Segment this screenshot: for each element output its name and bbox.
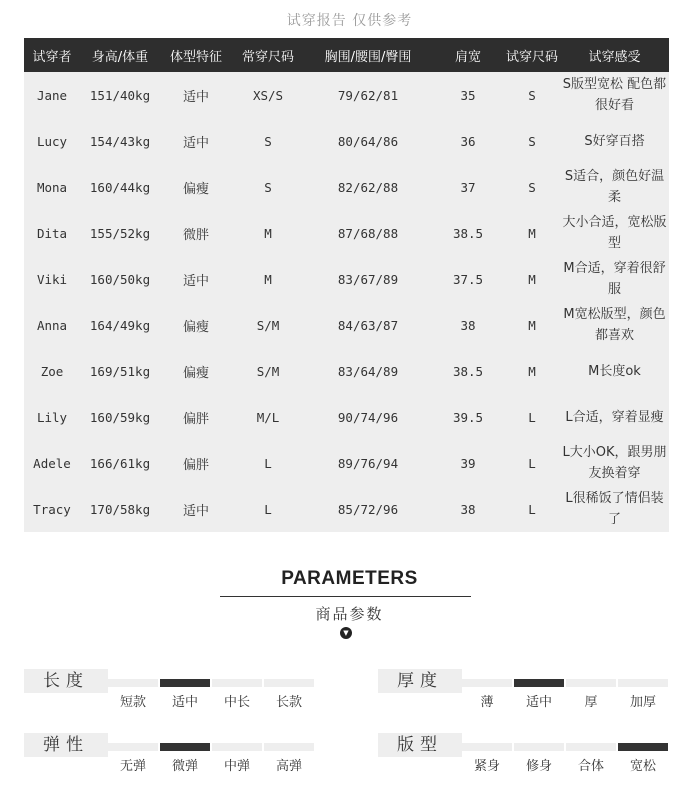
param-option: 微弹 [171, 759, 198, 774]
table-cell: 82/62/88 [337, 179, 399, 195]
param-bar-selected [160, 743, 210, 751]
table-cell: 80/64/86 [337, 133, 399, 149]
param-bar-selected [514, 679, 564, 687]
param-option: 厚 [584, 695, 598, 710]
param-bar [618, 679, 668, 687]
table-cell: S [264, 133, 272, 149]
param-label: 版型 [378, 733, 462, 757]
table-cell: Anna [36, 317, 68, 333]
param-bar [514, 743, 564, 751]
table-cell: Lily [36, 409, 68, 425]
table-cell: 155/52kg [89, 225, 151, 241]
table-cell: 偏瘦 [182, 365, 209, 381]
table-cell: S好穿百搭 [584, 133, 645, 149]
table-cell: Adele [33, 455, 71, 471]
table-cell: 适中 [182, 503, 209, 519]
param-bar [108, 743, 158, 751]
table-cell: S [528, 179, 536, 195]
table-cell: M长度ok [588, 363, 641, 379]
table-row [24, 302, 669, 348]
table-cell: 偏胖 [182, 411, 209, 427]
table-cell: 169/51kg [89, 363, 151, 379]
param-bar [566, 679, 616, 687]
table-cell: Viki [36, 271, 68, 287]
header-cell: 胸围/腰围/臀围 [304, 38, 432, 72]
param-option: 无弹 [119, 759, 146, 774]
table-cell: 偏瘦 [182, 181, 209, 197]
table-cell: Jane [36, 87, 68, 103]
param-option: 短款 [119, 695, 146, 710]
down-arrow-icon: ▼ [340, 627, 352, 639]
param-label: 弹性 [24, 733, 108, 757]
table-row [24, 118, 669, 164]
table-cell: 160/44kg [89, 179, 151, 195]
param-option: 修身 [525, 759, 552, 774]
param-label: 长度 [24, 669, 108, 693]
table-cell: M [528, 363, 536, 379]
table-cell: 37 [460, 179, 476, 195]
table-cell: 大小合适，宽松版型 [562, 215, 667, 251]
table-row [24, 256, 669, 302]
param-group [378, 669, 669, 717]
header-cell: 试穿感受 [560, 38, 669, 72]
table-cell: L [264, 501, 272, 517]
table-cell: XS/S [252, 87, 284, 103]
table-cell: M [528, 225, 536, 241]
table-cell: 35 [460, 87, 476, 103]
table-cell: L [264, 455, 272, 471]
table-cell: M [264, 225, 272, 241]
param-option: 适中 [171, 695, 198, 710]
table-cell: L [528, 501, 536, 517]
param-option: 适中 [525, 695, 552, 710]
header-cell: 常穿尺码 [232, 38, 304, 72]
parameters-subtitle: 商品参数 [315, 605, 384, 623]
table-cell: Mona [36, 179, 68, 195]
table-row [24, 394, 669, 440]
table-cell: 38.5 [452, 363, 484, 379]
table-cell: Tracy [33, 501, 71, 517]
table-cell: M [528, 317, 536, 333]
parameters-title: PARAMETERS [281, 568, 418, 589]
table-cell: S版型宽松 配色都很好看 [562, 77, 667, 113]
param-option: 紧身 [473, 759, 500, 774]
table-header-row [24, 38, 669, 72]
table-cell: 151/40kg [89, 87, 151, 103]
report-subtitle: 试穿报告 仅供参考 [286, 13, 413, 29]
param-option: 宽松 [629, 759, 656, 774]
table-cell: 偏胖 [182, 457, 209, 473]
table-cell: Zoe [40, 363, 64, 379]
table-cell: S/M [256, 317, 280, 333]
table-row [24, 210, 669, 256]
table-cell: 79/62/81 [337, 87, 399, 103]
param-group [378, 733, 669, 781]
table-cell: 90/74/96 [337, 409, 399, 425]
table-cell: 166/61kg [89, 455, 151, 471]
header-cell: 身高/体重 [80, 38, 160, 72]
fitting-report-table [24, 38, 669, 532]
table-cell: 154/43kg [89, 133, 151, 149]
table-cell: S [528, 133, 536, 149]
table-cell: M宽松版型，颜色都喜欢 [563, 307, 666, 343]
param-bar-selected [618, 743, 668, 751]
table-cell: 38 [460, 317, 476, 333]
param-option: 中弹 [223, 759, 250, 774]
table-row [24, 440, 669, 486]
param-option: 加厚 [629, 695, 656, 710]
param-option: 薄 [480, 695, 494, 710]
param-bar [566, 743, 616, 751]
param-bar [264, 679, 314, 687]
table-cell: S [528, 87, 536, 103]
table-cell: 适中 [182, 273, 209, 289]
param-group [24, 733, 315, 781]
table-cell: 38 [460, 501, 476, 517]
param-bar [212, 679, 262, 687]
table-cell: 适中 [182, 89, 209, 105]
table-cell: 160/59kg [89, 409, 151, 425]
param-group [24, 669, 315, 717]
table-cell: 83/67/89 [337, 271, 399, 287]
table-cell: 160/50kg [89, 271, 151, 287]
table-cell: M合适，穿着很舒服 [563, 261, 666, 297]
header-cell: 试穿尺码 [504, 38, 560, 72]
table-cell: Lucy [36, 133, 68, 149]
table-cell: S [264, 179, 272, 195]
table-cell: 85/72/96 [337, 501, 399, 517]
table-row [24, 72, 669, 118]
parameters-divider [220, 596, 471, 597]
table-cell: 89/76/94 [337, 455, 399, 471]
param-bar [212, 743, 262, 751]
table-cell: L [528, 455, 536, 471]
param-option: 高弹 [275, 759, 302, 774]
table-cell: 37.5 [452, 271, 484, 287]
header-cell: 试穿者 [24, 38, 80, 72]
table-cell: 38.5 [452, 225, 484, 241]
table-cell: 36 [460, 133, 476, 149]
table-cell: L大小OK，跟男朋友换着穿 [562, 445, 667, 481]
table-cell: 83/64/89 [337, 363, 399, 379]
param-bar [462, 743, 512, 751]
table-cell: L很稀饭了情侣装了 [565, 491, 664, 527]
table-cell: 84/63/87 [337, 317, 399, 333]
table-cell: 164/49kg [89, 317, 151, 333]
table-cell: M [264, 271, 272, 287]
table-cell: M [528, 271, 536, 287]
table-cell: 微胖 [182, 227, 209, 243]
table-cell: 39.5 [452, 409, 484, 425]
table-cell: 39 [460, 455, 476, 471]
param-option: 合体 [577, 759, 604, 774]
table-cell: S/M [256, 363, 280, 379]
table-cell: M/L [256, 409, 280, 425]
table-row [24, 486, 669, 532]
table-cell: L [528, 409, 536, 425]
param-bar [462, 679, 512, 687]
param-option: 中长 [223, 695, 250, 710]
table-cell: Dita [36, 225, 68, 241]
table-cell: 87/68/88 [337, 225, 399, 241]
param-bar [108, 679, 158, 687]
table-cell: L合适，穿着显瘦 [565, 409, 664, 425]
header-cell: 肩宽 [432, 38, 504, 72]
header-cell: 体型特征 [160, 38, 232, 72]
param-bar-selected [160, 679, 210, 687]
table-cell: S适合，颜色好温柔 [564, 169, 665, 205]
table-cell: 适中 [182, 135, 209, 151]
table-cell: 偏瘦 [182, 319, 209, 335]
param-label: 厚度 [378, 669, 462, 693]
table-row [24, 164, 669, 210]
table-row [24, 348, 669, 394]
param-bar [264, 743, 314, 751]
table-cell: 170/58kg [89, 501, 151, 517]
param-option: 长款 [275, 695, 302, 710]
